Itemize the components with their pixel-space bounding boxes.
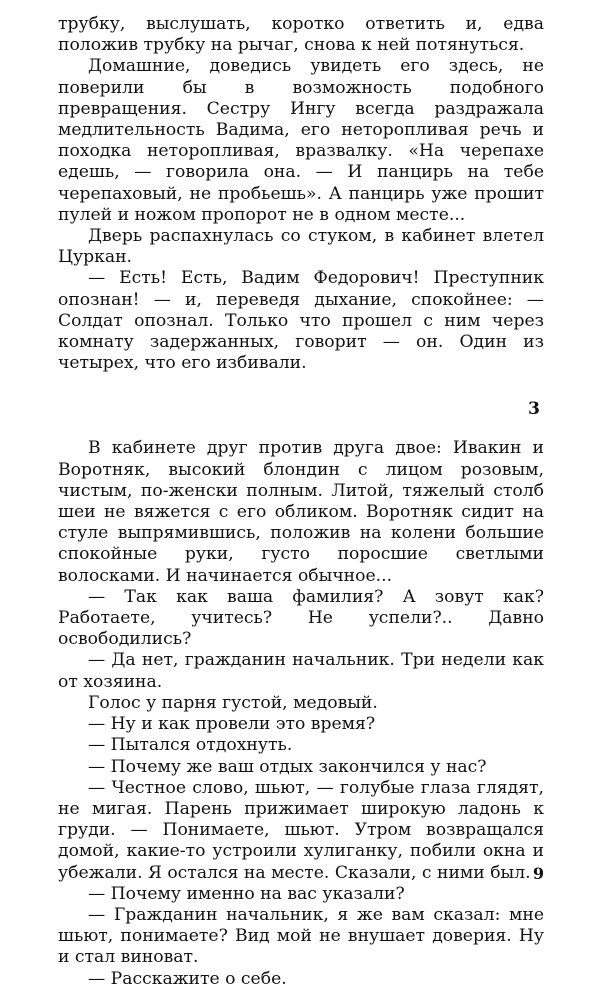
dialogue-paragraph: — Так как ваша фамилия? А зовут как? Работаете, учитесь? Не успели?.. Давно освободились? [58, 586, 544, 650]
dialogue-paragraph: — Гражданин начальник, я же вам сказал: мне шьют, понимаете? Вид мой не внушает доверия. Ну и стал виноват. [58, 904, 544, 968]
section-two [58, 438, 544, 989]
dialogue-paragraph: — Да нет, гражданин начальник. Три недели как от хозяина. [58, 650, 544, 692]
book-page [58, 14, 544, 990]
paragraph: Дверь распахнулась со стуком, в кабинет влетел Цуркан. [58, 226, 544, 268]
page-number: 9 [532, 864, 544, 883]
paragraph: Домашние, доведись увидеть его здесь, не поверили бы в возможность подобного превращения. Сестру Ингу всегда раздражала медлительность Вадима, его неторопливая речь и походка неторопливая, вразвалку. «На черепахе едешь, — говорила она. — И панцирь на тебе черепаховый, не пробьешь». А панцирь уже прошит пулей и ножом пропорот не в одном месте... [58, 56, 544, 225]
dialogue-paragraph: — Пытался отдохнуть. [88, 735, 293, 756]
dialogue-paragraph: — Почему именно на вас указали? [88, 883, 405, 904]
dialogue-paragraph: — Есть! Есть, Вадим Федорович! Преступник опознан! — и, переведя дыхание, спокойнее: — Солдат опознал. Только что прошел с ним через комнату задержанных, говорит — он. Один из четырех, что его избивали. [58, 268, 544, 374]
dialogue-paragraph: — Честное слово, шьют, — голубые глаза глядят, не мигая. Парень прижимает широкую ладонь к груди. — Понимаете, шьют. Утром возвращался домой, какие-то устроили хулиганку, побили окна и убежали. Я остался на месте. Сказали, с ними был. [58, 777, 544, 883]
paragraph: В кабинете друг против друга двое: Ивакин и Воротняк, высокий блондин с лицом розовым, чистым, по-женски полным. Литой, тяжелый столб шеи не вяжется с его обликом. Воротняк сидит на стуле выпрямившись, положив на колени большие спокойные руки, густо поросшие светлыми волосками. И начинается обычное... [58, 438, 544, 586]
chapter-number: 3 [528, 399, 540, 420]
paragraph: Голос у парня густой, медовый. [88, 692, 378, 713]
dialogue-paragraph: — Расскажите о себе. [88, 968, 287, 989]
dialogue-paragraph: — Почему же ваш отдых закончился у нас? [88, 756, 487, 777]
section-one [58, 14, 544, 374]
dialogue-paragraph: — Ну и как провели это время? [88, 714, 376, 735]
paragraph: трубку, выслушать, коротко ответить и, едва положив трубку на рычаг, снова к ней потянуться. [58, 14, 544, 56]
